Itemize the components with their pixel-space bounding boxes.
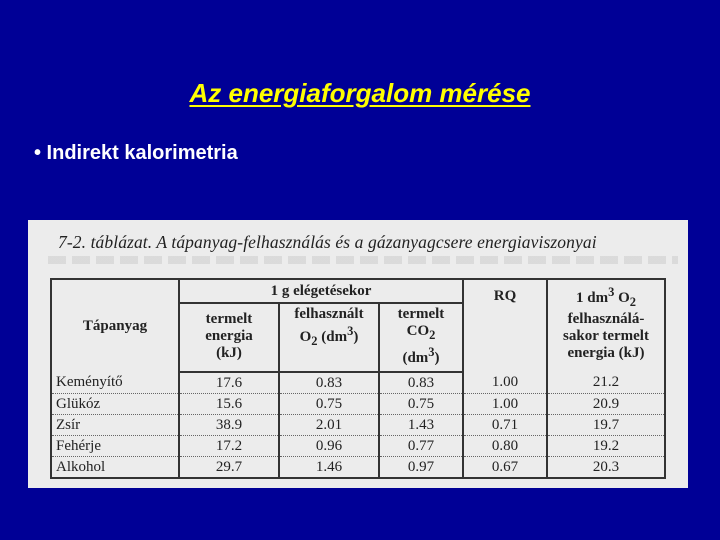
cell-per-o2: 21.2 — [547, 372, 665, 394]
cell-energy: 17.2 — [179, 436, 279, 457]
table-row — [51, 457, 665, 479]
cell-co2: 0.77 — [379, 436, 463, 457]
cell-o2: 2.01 — [279, 415, 379, 436]
cell-per-o2: 19.2 — [547, 436, 665, 457]
table-row — [51, 372, 665, 394]
col-header-energy: termelt energia (kJ) — [179, 303, 279, 372]
cell-co2: 1.43 — [379, 415, 463, 436]
cell-o2: 0.83 — [279, 372, 379, 394]
scanned-table-image — [28, 220, 688, 488]
col-header-o2-used: felhasznált $O_2$ $(dm^3)$ — [279, 303, 379, 372]
cell-rq: 1.00 — [463, 372, 547, 394]
cell-energy: 17.6 — [179, 372, 279, 394]
table-row — [51, 436, 665, 457]
col-header-co2: termelt $CO_2$ $(dm^3)$ — [379, 303, 463, 372]
bleed-through-text — [48, 256, 678, 264]
cell-energy: 38.9 — [179, 415, 279, 436]
cell-o2: 0.75 — [279, 394, 379, 415]
cell-rq: 0.67 — [463, 457, 547, 479]
cell-rq: 0.80 — [463, 436, 547, 457]
cell-nutrient: Keményítő — [51, 372, 179, 394]
cell-nutrient: Zsír — [51, 415, 179, 436]
table-row — [51, 415, 665, 436]
col-header-rq: RQ — [463, 279, 547, 372]
col-header-nutrient: Tápanyag — [51, 279, 179, 372]
cell-co2: 0.83 — [379, 372, 463, 394]
col-header-o2-energy: 1 $dm^3$ $O_2$ felhasználá- sakor termelt energia (kJ) — [547, 279, 665, 372]
cell-rq: 0.71 — [463, 415, 547, 436]
cell-per-o2: 20.9 — [547, 394, 665, 415]
cell-nutrient: Glükóz — [51, 394, 179, 415]
cell-energy: 15.6 — [179, 394, 279, 415]
col-group-header: 1 g elégetésekor — [179, 279, 463, 303]
cell-nutrient: Alkohol — [51, 457, 179, 479]
table-caption: 7-2. táblázat. A tápanyag-felhasználás és a gázanyagcsere energiaviszonyai — [58, 232, 597, 252]
cell-co2: 0.75 — [379, 394, 463, 415]
table-row — [51, 394, 665, 415]
cell-nutrient: Fehérje — [51, 436, 179, 457]
bullet-indirekt-kalorimetria: • Indirekt kalorimetria — [34, 142, 238, 164]
cell-rq: 1.00 — [463, 394, 547, 415]
cell-energy: 29.7 — [179, 457, 279, 479]
cell-o2: 1.46 — [279, 457, 379, 479]
cell-per-o2: 19.7 — [547, 415, 665, 436]
cell-co2: 0.97 — [379, 457, 463, 479]
cell-o2: 0.96 — [279, 436, 379, 457]
cell-per-o2: 20.3 — [547, 457, 665, 479]
slide-title: Az energiaforgalom mérése — [189, 78, 531, 108]
energy-table — [50, 278, 666, 479]
